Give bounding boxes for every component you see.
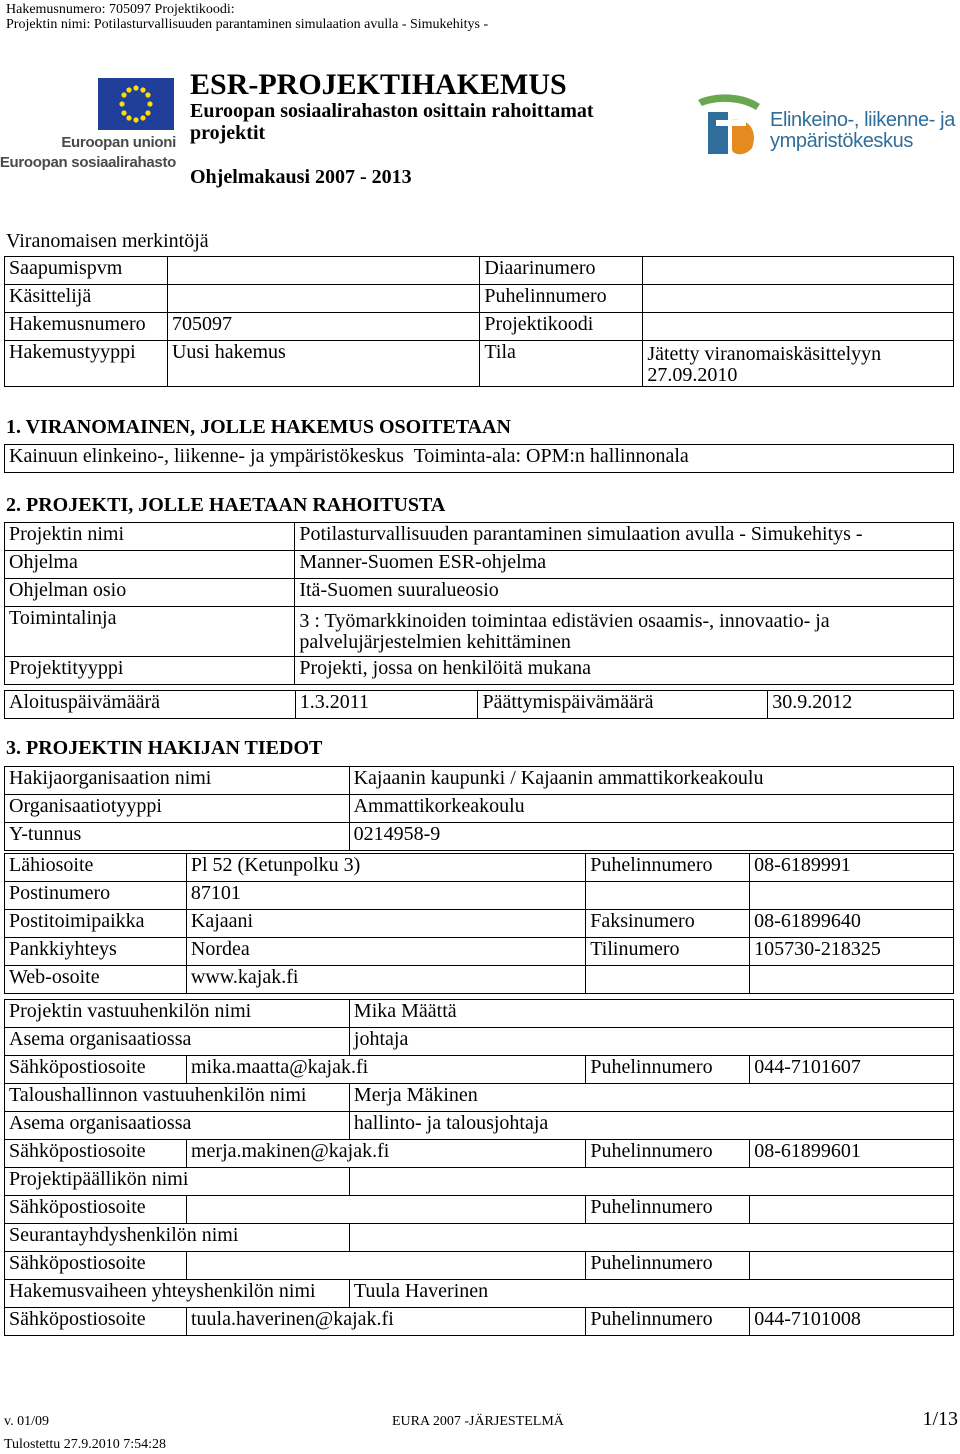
org-value: Ammattikorkeakoulu (349, 795, 953, 823)
authority-value (643, 313, 954, 341)
address-label: Postinumero (5, 882, 187, 910)
project-value: Manner-Suomen ESR-ohjelma (295, 551, 954, 579)
project-value: 3 : Työmarkkinoiden toimintaa edistävien osaamis-, innovaatio- ja palvelujärjestelmien kehittäminen (295, 607, 954, 657)
contact-label: Puhelinnumero (586, 1252, 750, 1280)
authority-table (4, 256, 954, 387)
address-label: Lähiosoite (5, 854, 187, 882)
table-row (5, 1196, 954, 1224)
contact-email: tuula.haverinen@kajak.fi (186, 1308, 585, 1336)
org-label: Y-tunnus (5, 823, 350, 851)
page-title: ESR-PROJEKTIHAKEMUS (190, 68, 567, 101)
contact-email (186, 1196, 585, 1224)
contact-label: Projektipäällikön nimi (5, 1168, 350, 1196)
table-row (5, 523, 954, 551)
table-row (5, 1168, 954, 1196)
contact-label: Sähköpostiosoite (5, 1308, 187, 1336)
contact-phone (750, 1196, 954, 1224)
end-date-label: Päättymispäivämäärä (478, 691, 768, 719)
authority-label: Saapumispvm (5, 257, 168, 285)
authority-label: Projektikoodi (480, 313, 643, 341)
table-row (5, 1140, 954, 1168)
contact-label: Sähköpostiosoite (5, 1196, 187, 1224)
eu-flag-icon (98, 78, 174, 130)
contact-label: Asema organisaatiossa (5, 1028, 350, 1056)
address-label: Tilinumero (586, 938, 750, 966)
project-label: Toimintalinja (5, 607, 295, 657)
table-row (5, 691, 954, 719)
table-row (5, 1056, 954, 1084)
table-row (5, 657, 954, 685)
contact-label: Hakemusvaiheen yhteyshenkilön nimi (5, 1280, 350, 1308)
eu-logo (0, 74, 176, 174)
authority-value: Uusi hakemus (167, 341, 479, 387)
table-row (5, 1252, 954, 1280)
contact-value (349, 1168, 953, 1196)
applicant-org-table (4, 766, 954, 851)
authority-label: Hakemusnumero (5, 313, 168, 341)
contact-label: Seurantayhdyshenkilön nimi (5, 1224, 350, 1252)
project-value: Projekti, jossa on henkilöitä mukana (295, 657, 954, 685)
contact-value: Tuula Haverinen (349, 1280, 953, 1308)
table-row (5, 257, 954, 285)
applicant-address-table (4, 853, 954, 994)
contact-label: Sähköpostiosoite (5, 1140, 187, 1168)
table-row (5, 823, 954, 851)
authority-heading: Viranomaisen merkintöjä (6, 230, 209, 252)
address-value: www.kajak.fi (186, 966, 585, 994)
table-row (5, 1224, 954, 1252)
contact-value (349, 1224, 953, 1252)
authority-value (643, 285, 954, 313)
eu-union-label: Euroopan unioni (61, 134, 176, 151)
address-value: 08-6189991 (750, 854, 954, 882)
authority-value (167, 257, 479, 285)
table-row (5, 445, 954, 473)
contact-phone: 08-61899601 (750, 1140, 954, 1168)
address-value: Pl 52 (Ketunpolku 3) (186, 854, 585, 882)
org-value: 0214958-9 (349, 823, 953, 851)
contact-label: Asema organisaatiossa (5, 1112, 350, 1140)
address-value: Nordea (186, 938, 585, 966)
ely-label (770, 110, 955, 152)
header-application-line: Hakemusnumero: 705097 Projektikoodi: (6, 2, 235, 17)
authority-label: Puhelinnumero (480, 285, 643, 313)
contact-label: Puhelinnumero (586, 1140, 750, 1168)
contact-label: Taloushallinnon vastuuhenkilön nimi (5, 1084, 350, 1112)
contact-phone: 044-7101607 (750, 1056, 954, 1084)
table-row (5, 1000, 954, 1028)
address-label: Web-osoite (5, 966, 187, 994)
section1-authority (5, 445, 954, 473)
table-row (5, 579, 954, 607)
table-row (5, 285, 954, 313)
contact-label: Puhelinnumero (586, 1308, 750, 1336)
section2-heading: 2. PROJEKTI, JOLLE HAETAAN RAHOITUSTA (6, 494, 446, 516)
table-row (5, 607, 954, 657)
contact-email: mika.maatta@kajak.fi (186, 1056, 585, 1084)
address-value: Kajaani (186, 910, 585, 938)
table-row (5, 938, 954, 966)
contact-phone (750, 1252, 954, 1280)
contact-phone: 044-7101008 (750, 1308, 954, 1336)
ely-logo (694, 90, 956, 162)
footer-system: EURA 2007 -JÄRJESTELMÄ (392, 1414, 564, 1429)
footer-page-number: 1/13 (922, 1408, 958, 1430)
table-row (5, 551, 954, 579)
authority-value (643, 257, 954, 285)
contact-label: Puhelinnumero (586, 1056, 750, 1084)
contact-value: Merja Mäkinen (349, 1084, 953, 1112)
eu-fund-label: Euroopan sosiaalirahasto (0, 154, 176, 171)
table-row (5, 1280, 954, 1308)
section3-heading: 3. PROJEKTIN HAKIJAN TIEDOT (6, 737, 323, 759)
table-row (5, 767, 954, 795)
contact-email: merja.makinen@kajak.fi (186, 1140, 585, 1168)
authority-field: Toiminta-ala: OPM:n hallinnonala (413, 445, 689, 467)
address-label (586, 882, 750, 910)
authority-label: Käsittelijä (5, 285, 168, 313)
contact-label: Puhelinnumero (586, 1196, 750, 1224)
table-row (5, 1308, 954, 1336)
contact-label: Projektin vastuuhenkilön nimi (5, 1000, 350, 1028)
project-value: Potilasturvallisuuden parantaminen simulaation avulla - Simukehitys - (295, 523, 954, 551)
table-row (5, 795, 954, 823)
contact-email (186, 1252, 585, 1280)
footer-version: v. 01/09 (4, 1414, 49, 1429)
authority-label: Tila (480, 341, 643, 387)
org-label: Organisaatiotyyppi (5, 795, 350, 823)
start-date-label: Aloituspäivämäärä (5, 691, 296, 719)
contact-value: hallinto- ja talousjohtaja (349, 1112, 953, 1140)
address-label (586, 966, 750, 994)
end-date-value: 30.9.2012 (768, 691, 954, 719)
table-row (5, 882, 954, 910)
section1-table (4, 444, 954, 473)
ely-label-line2: ympäristökeskus (770, 130, 913, 152)
project-label: Projektin nimi (5, 523, 295, 551)
contact-value: Mika Määttä (349, 1000, 953, 1028)
authority-label: Hakemustyyppi (5, 341, 168, 387)
footer-printed: Tulostettu 27.9.2010 7:54:28 (4, 1437, 167, 1452)
project-label: Ohjelma (5, 551, 295, 579)
org-label: Hakijaorganisaation nimi (5, 767, 350, 795)
contacts-table (4, 999, 954, 1336)
table-row (5, 341, 954, 387)
address-value: 87101 (186, 882, 585, 910)
program-period: Ohjelmakausi 2007 - 2013 (190, 166, 412, 188)
address-label: Faksinumero (586, 910, 750, 938)
authority-name: Kainuun elinkeino-, liikenne- ja ympäristökeskus (9, 445, 404, 467)
address-value: 105730-218325 (750, 938, 954, 966)
org-value: Kajaanin kaupunki / Kajaanin ammattikorkeakoulu (349, 767, 953, 795)
ely-label-line1: Elinkeino-, liikenne- ja (770, 109, 955, 131)
contact-label: Sähköpostiosoite (5, 1056, 187, 1084)
project-value: Itä-Suomen suuralueosio (295, 579, 954, 607)
table-row (5, 910, 954, 938)
header-project-line: Projektin nimi: Potilasturvallisuuden parantaminen simulaation avulla - Simukehitys - (6, 17, 489, 32)
authority-value (167, 285, 479, 313)
project-label: Ohjelman osio (5, 579, 295, 607)
table-row (5, 966, 954, 994)
table-row (5, 1084, 954, 1112)
authority-label: Diaarinumero (480, 257, 643, 285)
address-label: Pankkiyhteys (5, 938, 187, 966)
contact-label: Sähköpostiosoite (5, 1252, 187, 1280)
table-row (5, 313, 954, 341)
start-date-value: 1.3.2011 (295, 691, 478, 719)
table-row (5, 1112, 954, 1140)
authority-status: Jätetty viranomaiskäsittelyyn 27.09.2010 (643, 341, 954, 387)
page-subtitle: Euroopan sosiaalirahaston osittain rahoittamat projektit (190, 100, 594, 144)
address-label: Puhelinnumero (586, 854, 750, 882)
section2-table (4, 522, 954, 685)
address-label: Postitoimipaikka (5, 910, 187, 938)
table-row (5, 854, 954, 882)
table-row (5, 1028, 954, 1056)
project-label: Projektityyppi (5, 657, 295, 685)
section1-heading: 1. VIRANOMAINEN, JOLLE HAKEMUS OSOITETAAN (6, 416, 511, 438)
project-dates-table (4, 690, 954, 719)
address-value (750, 966, 954, 994)
contact-value: johtaja (349, 1028, 953, 1056)
address-value: 08-61899640 (750, 910, 954, 938)
ely-emblem-icon (694, 90, 766, 162)
address-value (750, 882, 954, 910)
authority-value: 705097 (167, 313, 479, 341)
